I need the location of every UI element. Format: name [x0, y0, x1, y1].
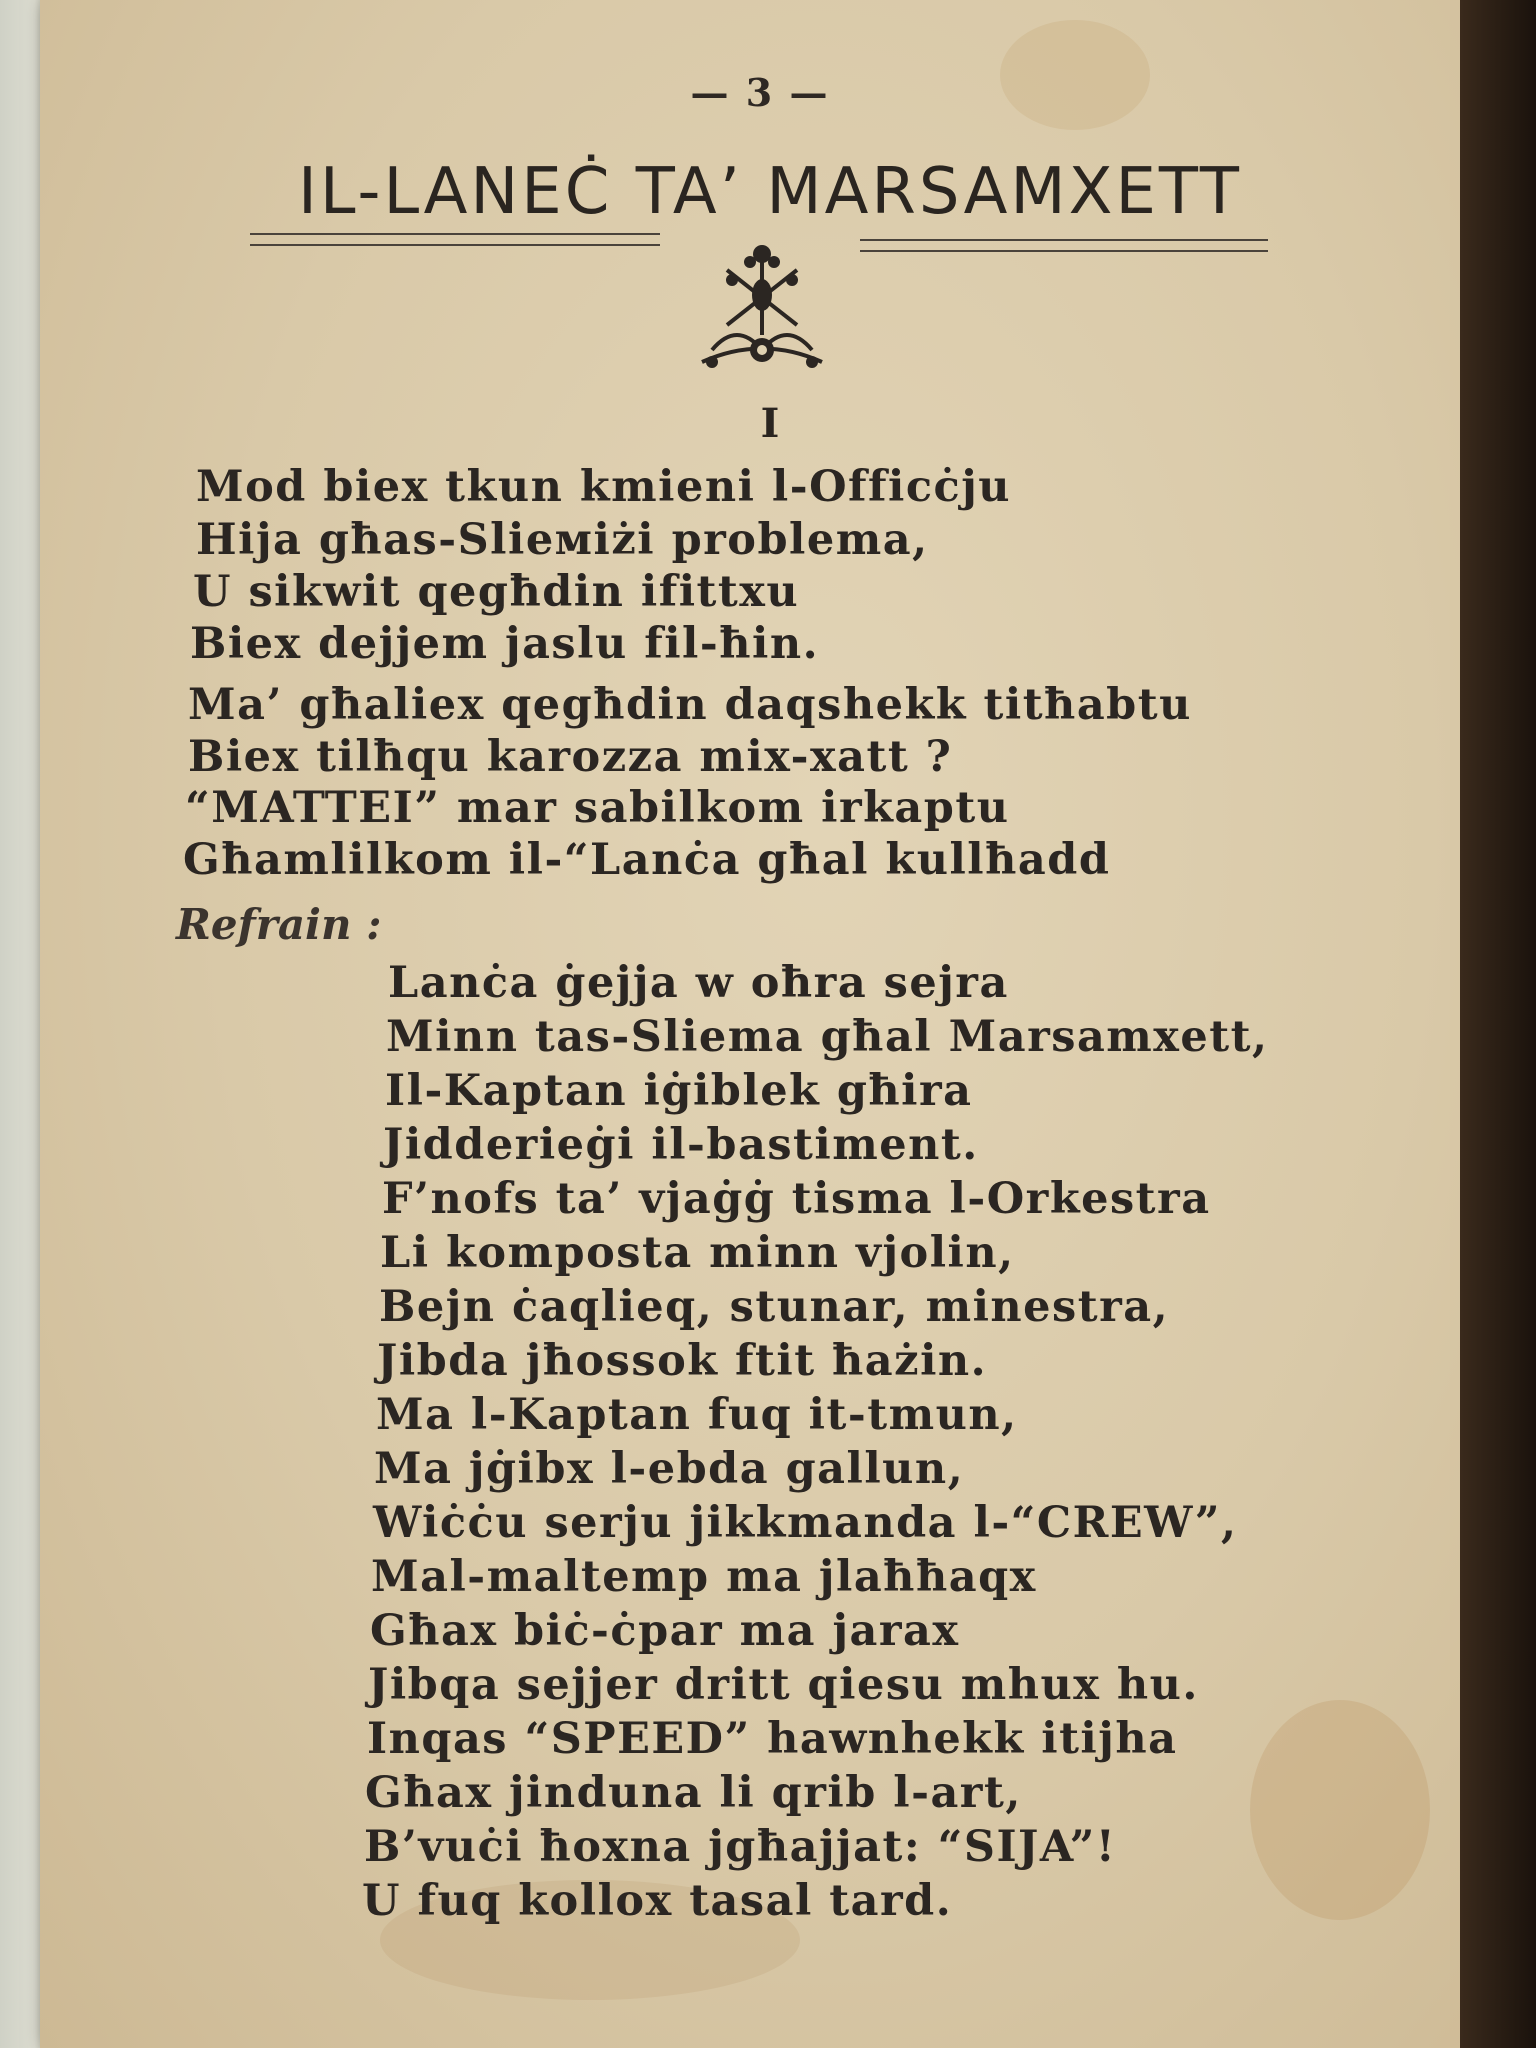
page-title: IL-LANEĊ TA’ MARSAMXETT: [298, 155, 1242, 229]
title-rule-right: [860, 239, 1268, 252]
verse-line: Biex tilħqu karozza mix-xatt ?: [188, 732, 953, 782]
background-surface: [1460, 0, 1536, 2048]
page-number: — 3 —: [690, 70, 830, 115]
refrain-line: Jibqa sejjer dritt qiesu mhux hu.: [368, 1660, 1199, 1710]
refrain-line: Minn tas-Sliema għal Marsamxett,: [386, 1012, 1269, 1062]
verse-line: Biex dejjem jaslu fil-ħin.: [190, 619, 820, 669]
floral-ornament-icon: [682, 240, 842, 380]
refrain-line: Jibda jħossok ftit ħażin.: [377, 1336, 988, 1386]
verse-line: U sikwit qegħdin ifittxu: [193, 567, 800, 617]
refrain-line: Ma jġibx l-ebda gallun,: [374, 1444, 965, 1494]
verse-line: Mod biex tkun kmieni l-Officċju: [196, 462, 1012, 512]
refrain-line: Li komposta minn vjolin,: [380, 1228, 1015, 1278]
refrain-line: Il-Kaptan iġiblek għira: [385, 1066, 973, 1116]
refrain-line: Għax jinduna li qrib l-art,: [365, 1768, 1022, 1818]
refrain-label: Refrain :: [176, 900, 382, 949]
section-number: I: [760, 400, 780, 447]
refrain-line: Għax biċ-ċpar ma jarax: [370, 1606, 960, 1656]
refrain-line: F’nofs ta’ vjaġġ tisma l-Orkestra: [382, 1174, 1211, 1224]
refrain-line: B’vuċi ħoxna jgħajjat: “SIJA”!: [364, 1822, 1117, 1872]
refrain-line: Ma l-Kaptan fuq it-tmun,: [376, 1390, 1018, 1440]
refrain-line: Bejn ċaqlieq, stunar, minestra,: [379, 1282, 1170, 1332]
title-rule-left: [250, 233, 660, 246]
refrain-line: U fuq kollox tasal tard.: [362, 1876, 953, 1926]
verse-line: Għamlilkom il-“Lanċa għal kullħadd: [183, 835, 1111, 885]
verse-line: Hija għas-Slieміżi problema,: [196, 515, 929, 565]
verse-line: Ma’ għaliex qegħdin daqshekk titħabtu: [188, 680, 1192, 730]
verse-line: “MATTEI” mar sabilkom irkaptu: [185, 783, 1010, 833]
refrain-line: Lanċa ġejja w oħra sejra: [388, 958, 1009, 1008]
refrain-line: Jidderieġi il-bastiment.: [383, 1120, 979, 1170]
refrain-line: Wiċċu serju jikkmanda l-“CREW”,: [373, 1498, 1238, 1548]
refrain-line: Inqas “SPEED” hawnhekk itijha: [367, 1714, 1178, 1764]
refrain-line: Mal-maltemp ma jlaħħaqx: [371, 1552, 1037, 1602]
